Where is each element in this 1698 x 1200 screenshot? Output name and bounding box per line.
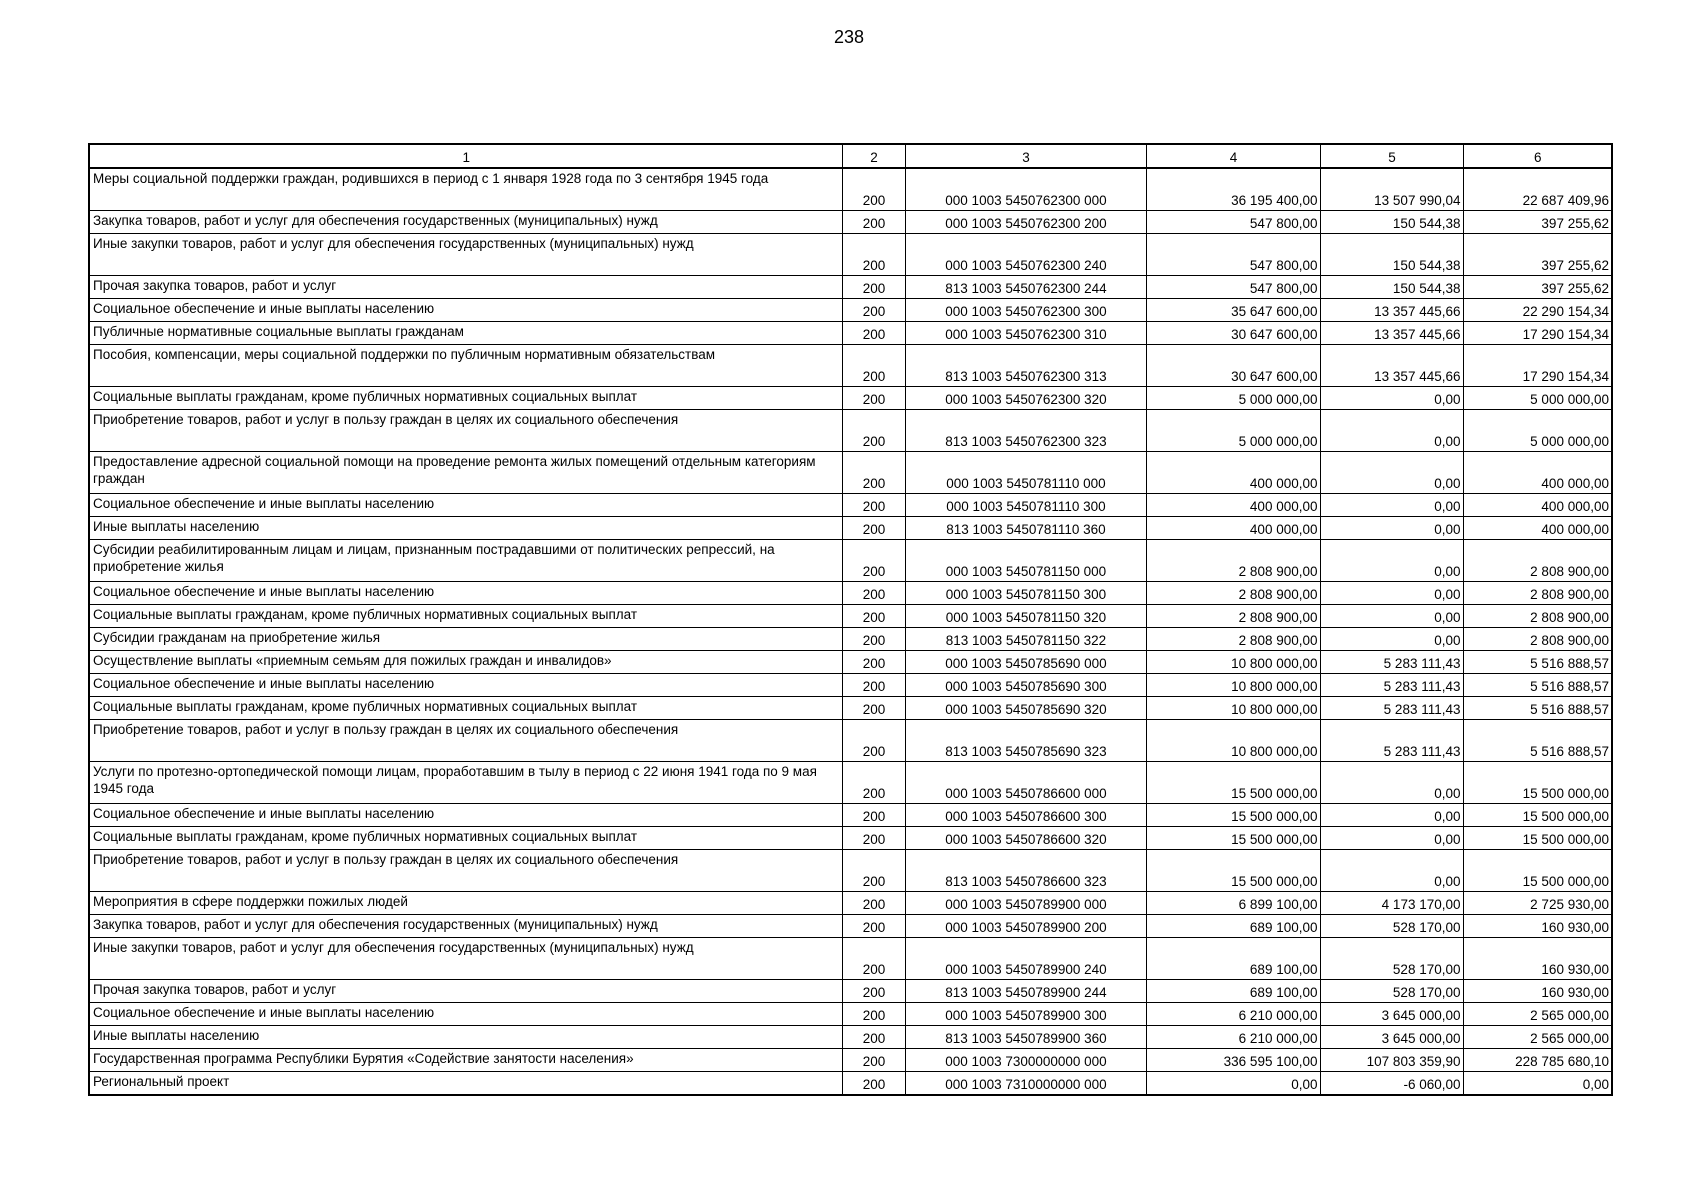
row-unexecuted-amount: 15 500 000,00 xyxy=(1463,762,1612,804)
table-row xyxy=(89,720,1612,762)
table-row xyxy=(89,452,1612,494)
row-approved-amount: 6 899 100,00 xyxy=(1146,892,1320,915)
row-description: Приобретение товаров, работ и услуг в пользу граждан в целях их социального обеспечения xyxy=(89,850,842,892)
row-approved-amount: 15 500 000,00 xyxy=(1146,850,1320,892)
row-approved-amount: 6 210 000,00 xyxy=(1146,1026,1320,1049)
row-executed-amount: 5 283 111,43 xyxy=(1320,651,1463,674)
row-approved-amount: 10 800 000,00 xyxy=(1146,674,1320,697)
row-unexecuted-amount: 160 930,00 xyxy=(1463,915,1612,938)
row-description: Иные закупки товаров, работ и услуг для обеспечения государственных (муниципальных) нужд xyxy=(89,938,842,980)
row-code: 200 xyxy=(842,387,905,410)
row-executed-amount: 0,00 xyxy=(1320,827,1463,850)
row-budget-classification: 813 1003 5450762300 323 xyxy=(905,410,1146,452)
table-row xyxy=(89,345,1612,387)
row-code: 200 xyxy=(842,1003,905,1026)
row-budget-classification: 000 1003 5450786600 320 xyxy=(905,827,1146,850)
row-unexecuted-amount: 397 255,62 xyxy=(1463,234,1612,276)
table-row xyxy=(89,980,1612,1003)
table-row xyxy=(89,322,1612,345)
row-code: 200 xyxy=(842,850,905,892)
row-description: Социальные выплаты гражданам, кроме публичных нормативных социальных выплат xyxy=(89,697,842,720)
row-executed-amount: 4 173 170,00 xyxy=(1320,892,1463,915)
row-code: 200 xyxy=(842,628,905,651)
table-body xyxy=(89,168,1612,1095)
row-unexecuted-amount: 15 500 000,00 xyxy=(1463,827,1612,850)
table-row xyxy=(89,517,1612,540)
row-code: 200 xyxy=(842,804,905,827)
row-code: 200 xyxy=(842,322,905,345)
table-row xyxy=(89,938,1612,980)
row-unexecuted-amount: 2 565 000,00 xyxy=(1463,1026,1612,1049)
row-unexecuted-amount: 400 000,00 xyxy=(1463,494,1612,517)
row-unexecuted-amount: 5 516 888,57 xyxy=(1463,651,1612,674)
row-description: Закупка товаров, работ и услуг для обеспечения государственных (муниципальных) нужд xyxy=(89,211,842,234)
row-unexecuted-amount: 160 930,00 xyxy=(1463,938,1612,980)
row-code: 200 xyxy=(842,762,905,804)
row-unexecuted-amount: 160 930,00 xyxy=(1463,980,1612,1003)
row-unexecuted-amount: 400 000,00 xyxy=(1463,517,1612,540)
row-code: 200 xyxy=(842,697,905,720)
row-unexecuted-amount: 2 725 930,00 xyxy=(1463,892,1612,915)
row-unexecuted-amount: 2 808 900,00 xyxy=(1463,582,1612,605)
row-description: Социальные выплаты гражданам, кроме публичных нормативных социальных выплат xyxy=(89,827,842,850)
row-code: 200 xyxy=(842,605,905,628)
row-description: Услуги по протезно-ортопедической помощи лицам, проработавшим в тылу в период с 22 июня 1941 года по 9 мая 1945 года xyxy=(89,762,842,804)
row-approved-amount: 2 808 900,00 xyxy=(1146,605,1320,628)
row-code: 200 xyxy=(842,540,905,582)
table-row xyxy=(89,915,1612,938)
row-description: Субсидии реабилитированным лицам и лицам, признанным пострадавшими от политических репрессий, на приобретение жилья xyxy=(89,540,842,582)
row-unexecuted-amount: 5 516 888,57 xyxy=(1463,697,1612,720)
row-code: 200 xyxy=(842,345,905,387)
row-approved-amount: 15 500 000,00 xyxy=(1146,762,1320,804)
row-approved-amount: 15 500 000,00 xyxy=(1146,804,1320,827)
row-approved-amount: 547 800,00 xyxy=(1146,234,1320,276)
row-approved-amount: 15 500 000,00 xyxy=(1146,827,1320,850)
row-executed-amount: -6 060,00 xyxy=(1320,1072,1463,1096)
row-description: Иные закупки товаров, работ и услуг для обеспечения государственных (муниципальных) нужд xyxy=(89,234,842,276)
row-description: Социальное обеспечение и иные выплаты населению xyxy=(89,1003,842,1026)
row-executed-amount: 0,00 xyxy=(1320,582,1463,605)
row-approved-amount: 10 800 000,00 xyxy=(1146,651,1320,674)
row-executed-amount: 528 170,00 xyxy=(1320,915,1463,938)
row-budget-classification: 000 1003 5450762300 310 xyxy=(905,322,1146,345)
row-description: Социальное обеспечение и иные выплаты населению xyxy=(89,299,842,322)
row-budget-classification: 000 1003 5450789900 300 xyxy=(905,1003,1146,1026)
row-description: Социальное обеспечение и иные выплаты населению xyxy=(89,804,842,827)
row-unexecuted-amount: 397 255,62 xyxy=(1463,276,1612,299)
row-executed-amount: 528 170,00 xyxy=(1320,980,1463,1003)
table-row xyxy=(89,494,1612,517)
row-code: 200 xyxy=(842,582,905,605)
table-row xyxy=(89,762,1612,804)
row-budget-classification: 000 1003 5450785690 320 xyxy=(905,697,1146,720)
table-row xyxy=(89,1026,1612,1049)
row-description: Меры социальной поддержки граждан, родившихся в период с 1 января 1928 года по 3 сентября 1945 года xyxy=(89,168,842,211)
row-code: 200 xyxy=(842,1026,905,1049)
row-executed-amount: 13 357 445,66 xyxy=(1320,322,1463,345)
row-executed-amount: 0,00 xyxy=(1320,540,1463,582)
row-code: 200 xyxy=(842,1049,905,1072)
row-code: 200 xyxy=(842,938,905,980)
row-unexecuted-amount: 5 000 000,00 xyxy=(1463,387,1612,410)
row-code: 200 xyxy=(842,494,905,517)
row-approved-amount: 5 000 000,00 xyxy=(1146,387,1320,410)
row-description: Закупка товаров, работ и услуг для обеспечения государственных (муниципальных) нужд xyxy=(89,915,842,938)
row-description: Мероприятия в сфере поддержки пожилых людей xyxy=(89,892,842,915)
row-approved-amount: 2 808 900,00 xyxy=(1146,582,1320,605)
column-header-3: 3 xyxy=(905,144,1146,168)
row-budget-classification: 813 1003 5450786600 323 xyxy=(905,850,1146,892)
row-executed-amount: 0,00 xyxy=(1320,804,1463,827)
row-description: Региональный проект xyxy=(89,1072,842,1096)
row-budget-classification: 000 1003 5450786600 300 xyxy=(905,804,1146,827)
row-budget-classification: 813 1003 5450781110 360 xyxy=(905,517,1146,540)
column-header-4: 4 xyxy=(1146,144,1320,168)
table-row xyxy=(89,387,1612,410)
table-row xyxy=(89,651,1612,674)
row-budget-classification: 000 1003 5450762300 000 xyxy=(905,168,1146,211)
table-row xyxy=(89,804,1612,827)
row-code: 200 xyxy=(842,299,905,322)
row-unexecuted-amount: 22 290 154,34 xyxy=(1463,299,1612,322)
row-budget-classification: 000 1003 5450781150 300 xyxy=(905,582,1146,605)
row-budget-classification: 813 1003 5450781150 322 xyxy=(905,628,1146,651)
table-header-row xyxy=(89,144,1612,168)
row-unexecuted-amount: 2 808 900,00 xyxy=(1463,540,1612,582)
row-budget-classification: 000 1003 5450786600 000 xyxy=(905,762,1146,804)
row-unexecuted-amount: 400 000,00 xyxy=(1463,452,1612,494)
budget-execution-table xyxy=(88,143,1613,1096)
row-executed-amount: 5 283 111,43 xyxy=(1320,697,1463,720)
table-row xyxy=(89,211,1612,234)
row-budget-classification: 000 1003 5450781150 000 xyxy=(905,540,1146,582)
row-code: 200 xyxy=(842,234,905,276)
row-approved-amount: 2 808 900,00 xyxy=(1146,628,1320,651)
row-budget-classification: 000 1003 5450781110 000 xyxy=(905,452,1146,494)
row-description: Предоставление адресной социальной помощи на проведение ремонта жилых помещений отдельным категориям граждан xyxy=(89,452,842,494)
row-description: Приобретение товаров, работ и услуг в пользу граждан в целях их социального обеспечения xyxy=(89,410,842,452)
row-executed-amount: 13 357 445,66 xyxy=(1320,345,1463,387)
row-unexecuted-amount: 15 500 000,00 xyxy=(1463,804,1612,827)
column-header-5: 5 xyxy=(1320,144,1463,168)
row-executed-amount: 0,00 xyxy=(1320,850,1463,892)
row-unexecuted-amount: 0,00 xyxy=(1463,1072,1612,1096)
table-row xyxy=(89,168,1612,211)
table-row xyxy=(89,540,1612,582)
row-code: 200 xyxy=(842,915,905,938)
row-executed-amount: 0,00 xyxy=(1320,762,1463,804)
row-budget-classification: 000 1003 5450789900 200 xyxy=(905,915,1146,938)
row-approved-amount: 689 100,00 xyxy=(1146,938,1320,980)
row-description: Субсидии гражданам на приобретение жилья xyxy=(89,628,842,651)
row-budget-classification: 813 1003 5450789900 244 xyxy=(905,980,1146,1003)
table-row xyxy=(89,850,1612,892)
row-approved-amount: 30 647 600,00 xyxy=(1146,345,1320,387)
row-budget-classification: 000 1003 5450762300 240 xyxy=(905,234,1146,276)
row-approved-amount: 0,00 xyxy=(1146,1072,1320,1096)
row-unexecuted-amount: 5 516 888,57 xyxy=(1463,674,1612,697)
table-row xyxy=(89,697,1612,720)
row-code: 200 xyxy=(842,720,905,762)
row-executed-amount: 5 283 111,43 xyxy=(1320,674,1463,697)
row-unexecuted-amount: 5 516 888,57 xyxy=(1463,720,1612,762)
page-number: 238 xyxy=(833,27,865,47)
row-description: Прочая закупка товаров, работ и услуг xyxy=(89,276,842,299)
row-budget-classification: 000 1003 7300000000 000 xyxy=(905,1049,1146,1072)
row-description: Социальное обеспечение и иные выплаты населению xyxy=(89,494,842,517)
row-unexecuted-amount: 397 255,62 xyxy=(1463,211,1612,234)
row-approved-amount: 30 647 600,00 xyxy=(1146,322,1320,345)
row-budget-classification: 000 1003 5450785690 000 xyxy=(905,651,1146,674)
table-row xyxy=(89,1003,1612,1026)
table-row xyxy=(89,410,1612,452)
row-executed-amount: 0,00 xyxy=(1320,452,1463,494)
row-executed-amount: 13 507 990,04 xyxy=(1320,168,1463,211)
row-unexecuted-amount: 2 808 900,00 xyxy=(1463,628,1612,651)
row-unexecuted-amount: 228 785 680,10 xyxy=(1463,1049,1612,1072)
row-budget-classification: 813 1003 5450762300 244 xyxy=(905,276,1146,299)
table-row xyxy=(89,1049,1612,1072)
row-approved-amount: 547 800,00 xyxy=(1146,211,1320,234)
row-approved-amount: 35 647 600,00 xyxy=(1146,299,1320,322)
row-description: Государственная программа Республики Бурятия «Содействие занятости населения» xyxy=(89,1049,842,1072)
row-budget-classification: 000 1003 5450762300 200 xyxy=(905,211,1146,234)
table-row xyxy=(89,1072,1612,1096)
row-budget-classification: 000 1003 5450762300 300 xyxy=(905,299,1146,322)
row-approved-amount: 10 800 000,00 xyxy=(1146,697,1320,720)
table-row xyxy=(89,582,1612,605)
row-executed-amount: 528 170,00 xyxy=(1320,938,1463,980)
row-description: Иные выплаты населению xyxy=(89,517,842,540)
row-unexecuted-amount: 15 500 000,00 xyxy=(1463,850,1612,892)
table-row xyxy=(89,892,1612,915)
row-code: 200 xyxy=(842,827,905,850)
table-row xyxy=(89,276,1612,299)
row-approved-amount: 689 100,00 xyxy=(1146,915,1320,938)
row-unexecuted-amount: 5 000 000,00 xyxy=(1463,410,1612,452)
row-unexecuted-amount: 22 687 409,96 xyxy=(1463,168,1612,211)
row-executed-amount: 5 283 111,43 xyxy=(1320,720,1463,762)
row-budget-classification: 000 1003 5450789900 000 xyxy=(905,892,1146,915)
row-description: Прочая закупка товаров, работ и услуг xyxy=(89,980,842,1003)
row-budget-classification: 000 1003 5450789900 240 xyxy=(905,938,1146,980)
row-description: Социальное обеспечение и иные выплаты населению xyxy=(89,674,842,697)
row-budget-classification: 000 1003 5450762300 320 xyxy=(905,387,1146,410)
row-executed-amount: 13 357 445,66 xyxy=(1320,299,1463,322)
table-row xyxy=(89,234,1612,276)
row-approved-amount: 10 800 000,00 xyxy=(1146,720,1320,762)
row-budget-classification: 813 1003 5450762300 313 xyxy=(905,345,1146,387)
row-executed-amount: 0,00 xyxy=(1320,387,1463,410)
row-executed-amount: 0,00 xyxy=(1320,494,1463,517)
row-approved-amount: 5 000 000,00 xyxy=(1146,410,1320,452)
table-row xyxy=(89,827,1612,850)
row-executed-amount: 3 645 000,00 xyxy=(1320,1026,1463,1049)
row-executed-amount: 150 544,38 xyxy=(1320,211,1463,234)
row-budget-classification: 000 1003 5450785690 300 xyxy=(905,674,1146,697)
row-approved-amount: 2 808 900,00 xyxy=(1146,540,1320,582)
row-description: Иные выплаты населению xyxy=(89,1026,842,1049)
row-approved-amount: 400 000,00 xyxy=(1146,517,1320,540)
row-code: 200 xyxy=(842,410,905,452)
row-executed-amount: 107 803 359,90 xyxy=(1320,1049,1463,1072)
row-code: 200 xyxy=(842,651,905,674)
row-description: Пособия, компенсации, меры социальной поддержки по публичным нормативным обязательствам xyxy=(89,345,842,387)
row-executed-amount: 150 544,38 xyxy=(1320,234,1463,276)
row-executed-amount: 0,00 xyxy=(1320,410,1463,452)
row-code: 200 xyxy=(842,980,905,1003)
row-approved-amount: 400 000,00 xyxy=(1146,494,1320,517)
column-header-1: 1 xyxy=(89,144,842,168)
row-code: 200 xyxy=(842,1072,905,1096)
row-budget-classification: 813 1003 5450785690 323 xyxy=(905,720,1146,762)
row-budget-classification: 813 1003 5450789900 360 xyxy=(905,1026,1146,1049)
table-row xyxy=(89,674,1612,697)
row-code: 200 xyxy=(842,517,905,540)
row-executed-amount: 0,00 xyxy=(1320,517,1463,540)
row-unexecuted-amount: 2 565 000,00 xyxy=(1463,1003,1612,1026)
row-approved-amount: 336 595 100,00 xyxy=(1146,1049,1320,1072)
row-description: Публичные нормативные социальные выплаты гражданам xyxy=(89,322,842,345)
row-description: Социальные выплаты гражданам, кроме публичных нормативных социальных выплат xyxy=(89,387,842,410)
row-code: 200 xyxy=(842,276,905,299)
row-executed-amount: 3 645 000,00 xyxy=(1320,1003,1463,1026)
row-code: 200 xyxy=(842,452,905,494)
row-budget-classification: 000 1003 5450781110 300 xyxy=(905,494,1146,517)
row-executed-amount: 150 544,38 xyxy=(1320,276,1463,299)
row-description: Осуществление выплаты «приемным семьям для пожилых граждан и инвалидов» xyxy=(89,651,842,674)
row-code: 200 xyxy=(842,211,905,234)
row-budget-classification: 000 1003 7310000000 000 xyxy=(905,1072,1146,1096)
row-budget-classification: 000 1003 5450781150 320 xyxy=(905,605,1146,628)
row-unexecuted-amount: 2 808 900,00 xyxy=(1463,605,1612,628)
row-approved-amount: 36 195 400,00 xyxy=(1146,168,1320,211)
table-row xyxy=(89,605,1612,628)
row-approved-amount: 6 210 000,00 xyxy=(1146,1003,1320,1026)
column-header-2: 2 xyxy=(842,144,905,168)
row-executed-amount: 0,00 xyxy=(1320,628,1463,651)
row-code: 200 xyxy=(842,674,905,697)
row-code: 200 xyxy=(842,892,905,915)
column-header-6: 6 xyxy=(1463,144,1612,168)
row-executed-amount: 0,00 xyxy=(1320,605,1463,628)
table-row xyxy=(89,628,1612,651)
row-approved-amount: 689 100,00 xyxy=(1146,980,1320,1003)
row-approved-amount: 547 800,00 xyxy=(1146,276,1320,299)
table-row xyxy=(89,299,1612,322)
row-description: Социальные выплаты гражданам, кроме публичных нормативных социальных выплат xyxy=(89,605,842,628)
row-unexecuted-amount: 17 290 154,34 xyxy=(1463,322,1612,345)
row-approved-amount: 400 000,00 xyxy=(1146,452,1320,494)
row-description: Социальное обеспечение и иные выплаты населению xyxy=(89,582,842,605)
row-description: Приобретение товаров, работ и услуг в пользу граждан в целях их социального обеспечения xyxy=(89,720,842,762)
row-unexecuted-amount: 17 290 154,34 xyxy=(1463,345,1612,387)
row-code: 200 xyxy=(842,168,905,211)
